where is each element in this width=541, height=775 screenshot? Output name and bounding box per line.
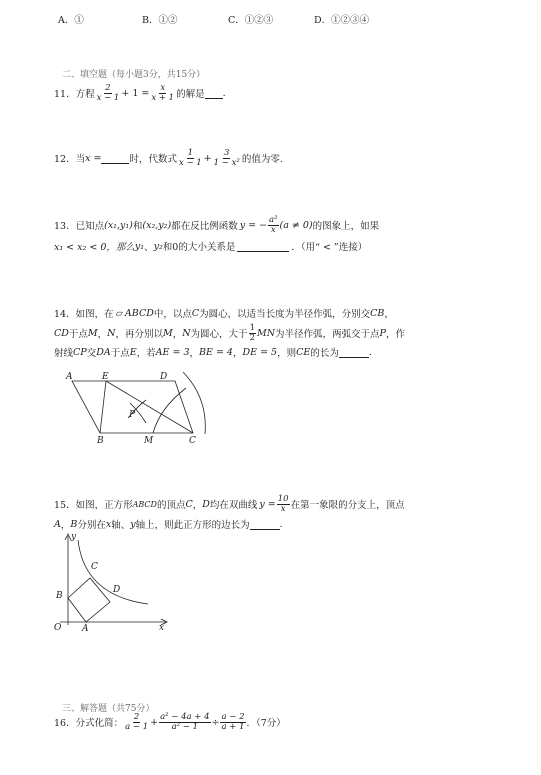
fraction: $\frac{3}{\text{1 − x²}}$ xyxy=(213,148,240,168)
label-m: M xyxy=(144,436,154,446)
answer-blank[interactable] xyxy=(237,241,289,252)
fraction: $\frac{\text{a² − 4a + 4}}{\text{a² − 1}}$ xyxy=(160,712,210,732)
label-c: C xyxy=(189,436,196,446)
q11-mid: + 1 = xyxy=(121,87,150,99)
question-number: 14． xyxy=(54,309,76,320)
section-2-title: 二、填空题（每小题3分，共15分） xyxy=(62,70,206,80)
question-number: 16． xyxy=(54,718,76,730)
choice-letter: A． xyxy=(58,15,75,26)
fraction: $\frac{1}{2}$ xyxy=(249,323,255,343)
choice-b xyxy=(142,12,178,26)
figure-15-square-hyperbola xyxy=(48,530,178,632)
choice-value: ① xyxy=(74,15,84,26)
question-13-line-2: x₁ < x₂ < 0，那么 y₁ 、 y₂ 和0的大小关系是 ．（用“ < ”连接） xyxy=(54,240,368,253)
choice-value: ①② xyxy=(158,15,178,26)
parallelogram-symbol: ▱ xyxy=(115,307,123,319)
figure-14-parallelogram xyxy=(50,368,220,448)
choice-letter: C． xyxy=(228,15,245,26)
choice-c xyxy=(228,12,273,26)
question-14-line-2: CD 于点 M ， N ，再分别以 M ， N 为圆心，大于 $\frac{1}{2}$ MN 为半径作弧，两弧交于点 P ，作 xyxy=(54,323,405,343)
label-b: B xyxy=(97,436,104,446)
label-x: x xyxy=(159,623,165,632)
outer-arc xyxy=(183,372,205,434)
label-b: B xyxy=(56,591,63,601)
question-number: 15． xyxy=(54,500,76,512)
square-abcd xyxy=(68,578,110,622)
label-y: y xyxy=(71,532,77,542)
q11-prefix: 方程 xyxy=(75,89,95,101)
question-13-line-1: 13． 已知点 (x₁,y₁) 和 (x₂,y₂) 都在反比例函数 y = − $\frac{\text{a²}}{x}$ (a ≠ 0) 的图象上，如果 xyxy=(54,215,380,235)
fraction: $\frac{x}{x + 1}$ xyxy=(151,83,175,103)
fraction: $\frac{2}{a - 1}$ xyxy=(125,712,149,732)
answer-blank[interactable] xyxy=(205,88,223,99)
label-d: D xyxy=(113,585,121,595)
choice-letter: B． xyxy=(142,15,159,26)
label-p: P xyxy=(129,410,136,420)
q11-suffix: 的解是 xyxy=(176,89,205,101)
label-d: D xyxy=(160,372,168,382)
question-15-line-2: A ， B 分别在 x 轴、 y 轴上，则此正方形的边长为 . xyxy=(54,518,283,531)
fraction: $\frac{2}{x - 1}$ xyxy=(96,83,120,103)
question-14-line-1: 14． 如图，在 ▱ ABCD 中，以点 C 为圆心，以适当长度为半径作弧，分别交 CB ， xyxy=(54,307,394,320)
answer-blank[interactable] xyxy=(250,519,280,530)
section-3-title: 三、解答题（共75分） xyxy=(62,704,155,714)
answer-blank[interactable] xyxy=(339,347,369,358)
label-o: O xyxy=(54,623,62,632)
fraction: $\frac{10}{x}$ xyxy=(277,494,289,514)
fraction: $\frac{1}{x - 1}$ xyxy=(178,148,202,168)
question-15-line-1: 15． 如图，正方形 ABCD 的顶点 C ， D 均在双曲线 y = $\frac{10}{x}$ 在第一象限的分支上，顶点 xyxy=(54,494,405,514)
fraction: $\frac{a - 2}{a + 1}$ xyxy=(221,712,245,732)
question-number: 12． xyxy=(54,154,76,166)
label-e: E xyxy=(102,372,109,382)
label-a: A xyxy=(66,372,73,382)
ray-ce xyxy=(106,381,193,433)
segment-eb xyxy=(100,381,106,433)
choice-letter: D． xyxy=(314,15,332,26)
choice-d xyxy=(314,12,369,26)
question-11: 11． 方程 $\frac{2}{x - 1}$ + 1 = $\frac{x}{x + 1}$ 的解是 . xyxy=(54,83,226,103)
answer-blank[interactable] xyxy=(101,153,129,164)
question-number: 11． xyxy=(54,89,76,101)
choice-value: ①②③④ xyxy=(331,15,370,26)
question-12: 12． 当 x = 时，代数式 $\frac{1}{x - 1}$ + $\frac{3}{\text{1 − x²}}$ 的值为零. xyxy=(54,148,283,168)
choice-value: ①②③ xyxy=(244,15,274,26)
fraction: $\frac{\text{a²}}{x}$ xyxy=(269,215,278,235)
question-number: 13． xyxy=(54,221,76,233)
question-16: 16． 分式化简： $\frac{2}{a - 1}$ + $\frac{\text{a² − 4a + 4}}{\text{a² − 1}}$ ÷ $\frac{a - 2}{a + 1}$ ．（7分） xyxy=(54,712,286,732)
choice-a xyxy=(58,12,84,26)
parallelogram-abcd xyxy=(72,381,193,433)
label-a: A xyxy=(82,624,89,632)
question-14-line-3: 射线 CP 交 DA 于点 E ，若 AE = 3 ， BE = 4 ， DE = 5 ，则 CE 的长为 . xyxy=(54,346,372,359)
label-c: C xyxy=(91,562,98,572)
